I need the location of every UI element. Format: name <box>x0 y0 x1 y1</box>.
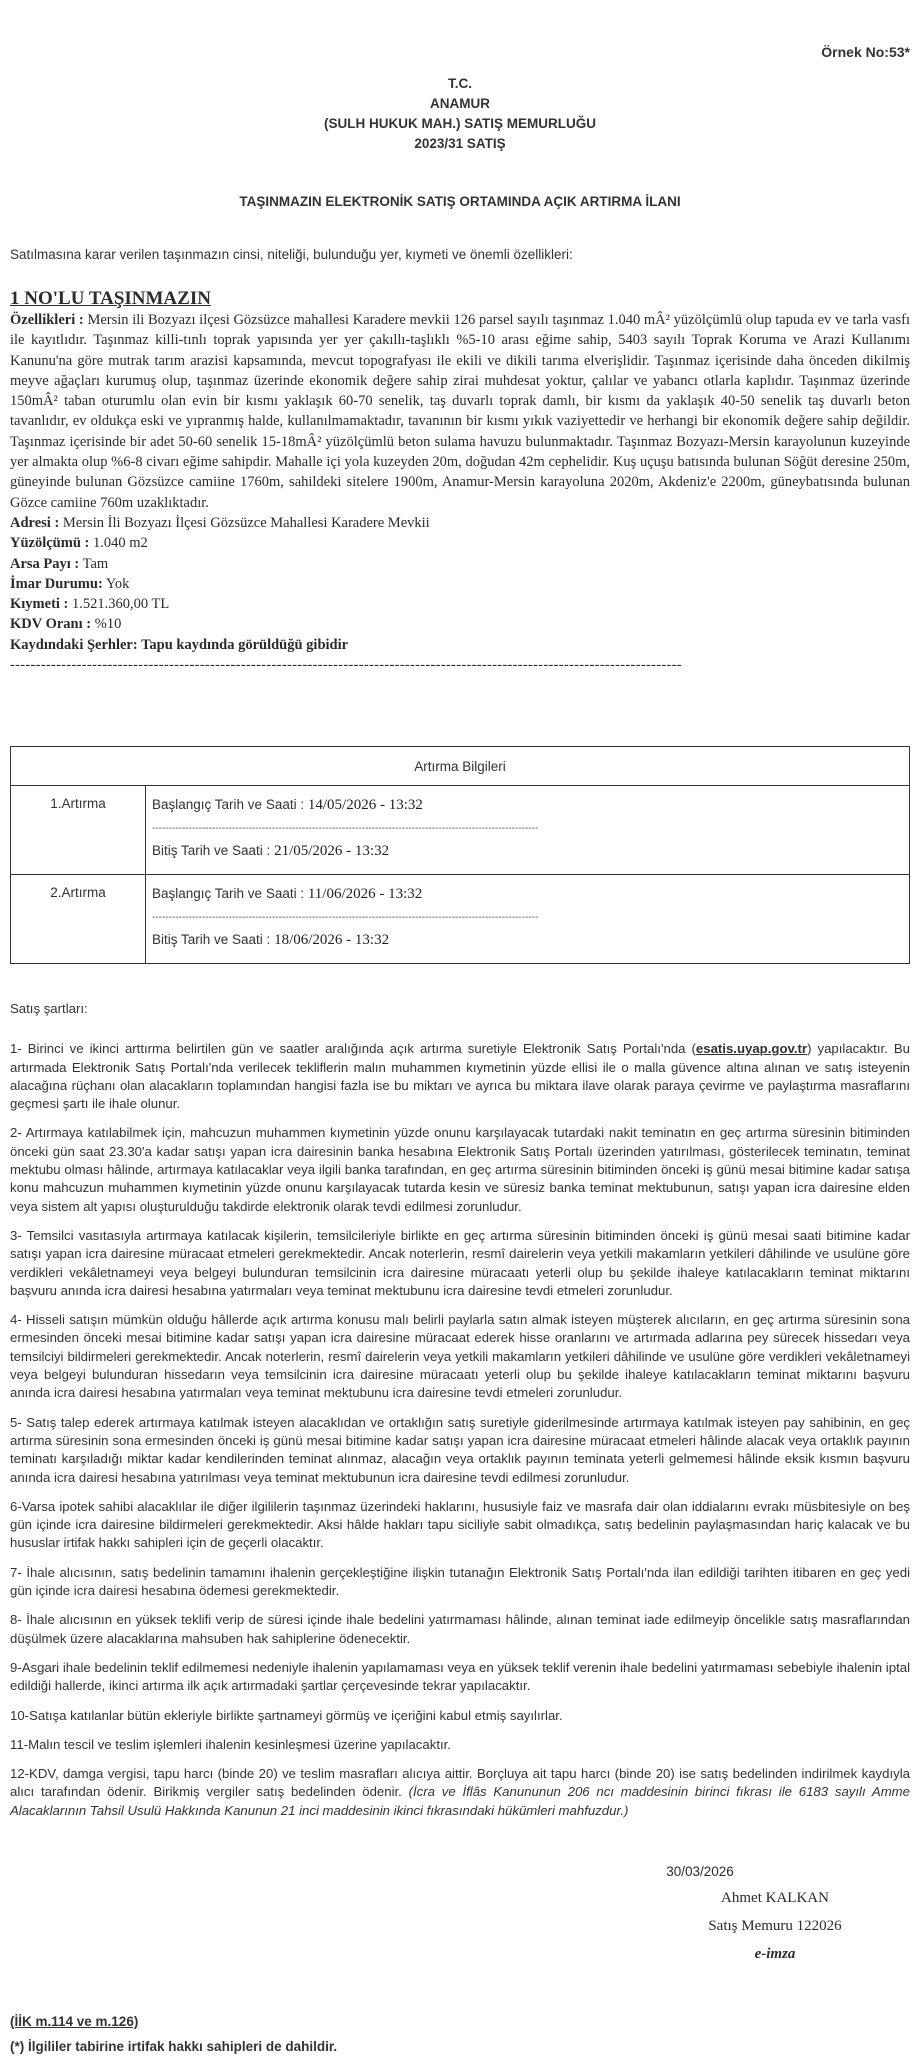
auction-dates <box>146 786 910 875</box>
condition-8: 8- İhale alıcısının en yüksek teklifi verip de süresi içinde ihale bedelini yatırmaması hâlinde, alınan teminat iade edilmeyip öncelikle satış masraflarından düşülmek üzere alacaklarına mahsuben hak sahiplerine ödenecektir. <box>10 1612 910 1646</box>
auction-start <box>152 885 903 903</box>
header-tc: T.C. <box>447 76 472 91</box>
features-label: Özellikleri : <box>10 312 84 328</box>
condition-6: 6-Varsa ipotek sahibi alacaklılar ile diğer ilgililerin taşınmaz üzerindeki haklarını, hususiyle faiz ve masrafa dair olan iddialarını evrakı müsbitesiyle on beş gün içinde icra dairesine bildirmeleri gerekmektedir. Aksi hâlde hakları tapu siciliyle sabit olmadıkça, satış bedelinin paylaşmasından hariç kalacak ve bu hususlar irtifak hakkı sahipleri için de geçerli olacaktır. <box>10 1498 910 1551</box>
property-features <box>10 310 910 513</box>
signer-title: Satış Memuru 122026 <box>708 1918 842 1934</box>
address-label: Adresi : <box>10 514 60 531</box>
vat-label: KDV Oranı : <box>10 616 92 633</box>
condition-7: 7- İhale alıcısının, satış bedelinin tamamını ihalenin gerçekleştiğine ilişkin tutanağın Elektronik Satış Portalı'nda ilan edildiği tarihten itibaren en geç yedi gün içinde icra dairesi hesabına ödemesi gerekmektedir. <box>10 1564 910 1599</box>
share-label: Arsa Payı : <box>10 555 80 572</box>
end-value: 18/06/2026 - 13:32 <box>274 932 390 948</box>
end-value: 21/05/2026 - 13:32 <box>274 843 390 859</box>
law-reference: (İİK m.114 ve m.126) <box>10 2014 139 2029</box>
property-zoning <box>10 574 910 594</box>
signer-name: Ahmet KALKAN <box>721 1890 829 1906</box>
header-city: ANAMUR <box>430 96 490 111</box>
auction-row <box>11 875 910 964</box>
property-value <box>10 594 910 614</box>
property-title: 1 NO'LU TAŞINMAZIN <box>10 288 211 309</box>
footnote: (*) İlgililer tabirine irtifak hakkı sahipleri de dahildir. <box>10 2039 338 2054</box>
condition-3: 3- Temsilci vasıtasıyla artırmaya katılacak kişilerin, temsilcileriyle birlikte en geç artırma süresinin bitiminden önceki iş günü mesai saati bitimine kadar satışı yapan icra dairesine müracaat etmeleri gerekmektedir. Ancak noterlerin, resmî dairelerin veya yetkili makamların yetkileri dâhilinde ve usulüne göre verdikleri vekâletnameyi veya belgeyi bulunduran temsilcinin icra dairesine müracaatı yeterli olup bu şekilde ihaleye katılacakların teminat miktarını başvuru anında icra dairesi hesabına yatırmaları veya teminat mektubunu icra dairesine tevdi etmeleri zorunludur. <box>10 1227 910 1298</box>
condition-4: 4- Hisseli satışın mümkün olduğu hâllerde açık artırma konusu malı belirli paylarla satın almak isteyen müşterek alıcıların, en geç artırma süresinin sona ermesinden önceki mesai bitimine kadar satışı yapan icra dairesine müracaat ederek hisse oranlarını ve artırmada adlarına pey sürecek hissedarı veya temsilciyi bildirmeleri gerekmektedir. Ancak noterlerin, resmî dairelerin veya yetkili makamların yetkileri dâhilinde ve usulüne göre verdikleri vekâletnameyi veya belgeyi bulunduran hissedarın veya temsilcinin icra dairesine müracaatı yeterli olup bu şekilde ihaleye katılacakların teminat miktarını başvuru anında icra dairesi hesabına yatırmaları veya teminat mektubunu icra dairesine tevdi etmeleri zorunludur. <box>10 1312 910 1401</box>
auction-row <box>11 786 910 875</box>
auction-round-label: 1.Artırma <box>11 786 146 875</box>
property-area <box>10 533 910 553</box>
property-section <box>10 288 910 675</box>
start-label: Başlangıç Tarih ve Saati : <box>152 797 305 812</box>
signature-block <box>680 1884 870 1968</box>
condition-10: 10-Satışa katılanlar bütün ekleriyle birlikte şartnameyi görmüş ve içeriğini kabul etmiş sayılırlar. <box>10 1707 563 1723</box>
condition-11: 11-Malın tescil ve teslim işlemleri ihalenin kesinleşmesi üzerine yapılacaktır. <box>10 1736 451 1752</box>
auction-date-separator: -------------------------------------------------------------------------------------------------------------------- <box>152 823 539 834</box>
area-value: 1.040 m2 <box>92 535 148 552</box>
value-label: Kıymeti : <box>10 596 69 613</box>
start-label: Başlangıç Tarih ve Saati : <box>152 886 305 901</box>
condition-5: 5- Satış talep ederek artırmaya katılmak isteyen alacaklıdan ve ortaklığın satış suretiyle giderilmesinde artırmaya katılmak isteyen pay sahibinin, en geç artırma süresinin sona ermesinden önceki iş günü mesai bitimine kadar satışı yapan icra dairesine müracaat etmeleri hâlinde alacak veya ortaklık payının teminatı karşıladığı miktar kadar kendilerinden teminat alınmaz, alacağın veya ortaklık payının teminata yeterli gelmemesi hâlinde eksik kısmın başvuru anında icra dairesi hesabına yatırılması veya teminat mektubunun icra dairesine tevdi edilmesi zorunludur. <box>10 1414 910 1485</box>
zoning-label: İmar Durumu: <box>10 575 103 592</box>
annotations-label: Kaydındaki Şerhler: <box>10 636 138 653</box>
start-value: 11/06/2026 - 13:32 <box>307 886 423 902</box>
header-file-number: 2023/31 SATIŞ <box>414 136 506 151</box>
section-divider: ----------------------------------------------------------------------------------------------------------------------------------- <box>10 657 682 674</box>
auction-dates <box>146 875 910 964</box>
condition-1-text-end: ) yapılacaktır. Bu artırmada Elektronik Satış Portalı'nda verilecek tekliflerin malın muhammen kıymetinin yüzde ellisi ile o malla güvence altına alınan ve satış isteyenin alacağına rüçhanı olan alacakların toplamından hangisi fazla ise bu miktarı ve ayrıca bu miktara ilave olarak paraya çevirme ve paylaştırma masraflarını geçmesi şartı ile ihale olunur. <box>10 1041 910 1112</box>
auction-date-separator: -------------------------------------------------------------------------------------------------------------------- <box>152 912 539 923</box>
auction-end <box>152 842 903 860</box>
document-footer <box>10 2009 910 2059</box>
condition-1 <box>10 1040 910 1113</box>
end-label: Bitiş Tarih ve Saati : <box>152 843 271 858</box>
e-signature: e-imza <box>754 1946 796 1962</box>
header-office: (SULH HUKUK MAH.) SATIŞ MEMURLUĞU <box>324 116 596 131</box>
auction-table <box>10 746 910 964</box>
annotations-value: Tapu kaydında görüldüğü gibidir <box>141 636 349 653</box>
address-value: Mersin İli Bozyazı İlçesi Gözsüzce Mahallesi Karadere Mevkii <box>62 514 430 531</box>
area-label: Yüzölçümü : <box>10 535 90 552</box>
features-text: Mersin ili Bozyazı ilçesi Gözsüzce mahallesi Karadere mevkii 126 parsel sayılı taşınmaz 1.040 mÂ² yüzölçümlü olup tapuda ev ve tarla vasfı ile kayıtlıdır. Taşınmaz killi-tınlı toprak yapısında yer yer çakıllı-taşlıklı %5-10 arası eğime sahip, 5403 sayılı Toprak Koruma ve Arazi Kullanımı Kanunu'na göre mutrak tarım arazisi kapsamında, mevcut topografyası ile ekili ve dikili tarıma elverişlidir. Taşınmaz içerisinde daha önceden dikilmiş meyve ağaçları kurumuş olup, taşınmaz üzerinde ekonomik değere sahip zirai muhdesat yoktur, çalılar ve yabancı otlarla kaplıdır. Taşınmaz üzerinde 150mÂ² taban oturumlu olan evin bir kısmı yaklaşık 60-70 senelik, taş duvarlı toprak damlı, bir kısmı da yaklaşık 40-50 senelik taş duvarlı beton tavanlıdır, ev oldukça eski ve yıpranmış halde, kullanılmamaktadır, tavanının bir kısmı yıkık vaziyettedir ve herhangi bir ekonomik değere sahip değildir. Taşınmaz içerisinde bir adet 50-60 senelik 15-18mÂ² yüzölçümlü beton sulama havuzu bulunmaktadır. Taşınmaz Bozyazı-Mersin karayolunun kuzeyinde yer almakta olup %6-8 civarı eğime sahipdir. Mahalle içi yola kuzeyden 20m, doğudan 42m cephelidir. Kuş uçuşu batısında bulunan Söğüt deresine 250m, güneyinde bulunan Gözsüzce camiine 1760m, sahildeki sitelere 1900m, Anamur-Mersin karayoluna 2020m, Akdeniz'e 2200m, güneybatısında bulunan Gözce camiine 760m uzaklıktadır. <box>10 312 910 511</box>
value-amount: 1.521.360,00 TL <box>72 596 170 613</box>
intro-text: Satılmasına karar verilen taşınmazın cinsi, niteliği, bulunduğu yer, kıymeti ve önemli özellikleri: <box>10 247 573 262</box>
condition-12 <box>10 1765 910 1820</box>
property-annotations <box>10 635 910 655</box>
property-share <box>10 554 910 574</box>
share-value: Tam <box>82 555 109 572</box>
portal-link[interactable]: esatis.uyap.gov.tr <box>695 1041 808 1057</box>
auction-start <box>152 796 903 814</box>
condition-12-text: 12-KDV, damga vergisi, tapu harcı (binde 20) ve teslim masrafları alıcıya aittir. Borçluya ait tapu harcı (binde 20) ise satış bedelinden indirilmek kaydıyla alıcı tarafından ödenir. Birikmiş vergiler satış bedelinden ödenir. <box>10 1766 910 1800</box>
end-label: Bitiş Tarih ve Saati : <box>152 932 271 947</box>
auction-table-header: Artırma Bilgileri <box>11 747 910 786</box>
signature-date: 30/03/2026 <box>666 1864 734 1879</box>
vat-value: %10 <box>94 616 122 633</box>
start-value: 14/05/2026 - 13:32 <box>307 797 423 813</box>
condition-12-legal-note: (İcra ve İflâs Kanununun 206 ncı maddesinin birinci fıkrası ile 6183 sayılı Amme Alacaklarının Tahsil Usulü Hakkında Kanunun 21 inci maddesinin ikinci fıkrasındaki hükümleri mahfuzdur.) <box>10 1784 911 1818</box>
example-number: Örnek No:53* <box>821 44 910 60</box>
sale-conditions <box>10 1000 910 1831</box>
auction-end <box>152 931 903 949</box>
condition-2: 2- Artırmaya katılabilmek için, mahcuzun muhammen kıymetinin yüzde onunu karşılayacak tutardaki nakit teminatın en geç artırma süresinin bitiminden önceki gün saat 23.30'a kadar satışı yapan icra dairesinin banka hesabına Elektronik Satış Portalı üzerinden yatırılması, gösterilecek teminatın, teminat mektubu olması hâlinde, artırmaya katılacaklar veya ilgili banka tarafından, en geç artırma süresinin bitiminden önceki iş günü mesai bitimine kadar satışa konu mahcuzun muhammen kıymetinin yüzde onunu karşılayacak tutarda kesin ve süresiz banka teminat mektubunun, satışı yapan icra dairesine elden veya sistem alt yapısı oluşturulduğu takdirde elektronik olarak tevdi edilmesi zorunludur. <box>10 1125 910 1214</box>
condition-9: 9-Asgari ihale bedelinin teklif edilmemesi nedeniyle ihalenin yapılamaması veya en yüksek teklif verenin ihale bedelini yatırmaması sebebiyle ihalenin iptal edildiği hallerde, ikinci artırma ilk açık artırmadaki şartlar çerçevesinde tekrar yapılacaktır. <box>10 1659 910 1694</box>
conditions-heading: Satış şartları: <box>10 1001 88 1016</box>
document-header <box>10 74 910 154</box>
auction-round-label: 2.Artırma <box>11 875 146 964</box>
property-address <box>10 513 910 533</box>
condition-1-text: 1- Birinci ve ikinci arttırma belirtilen gün ve saatler aralığında açık artırma suretiyle Elektronik Satış Portalı'nda ( <box>10 1041 696 1057</box>
announcement-title: TAŞINMAZIN ELEKTRONİK SATIŞ ORTAMINDA AÇIK ARTIRMA İLANI <box>239 194 681 209</box>
zoning-value: Yok <box>105 575 130 592</box>
property-vat <box>10 614 910 634</box>
